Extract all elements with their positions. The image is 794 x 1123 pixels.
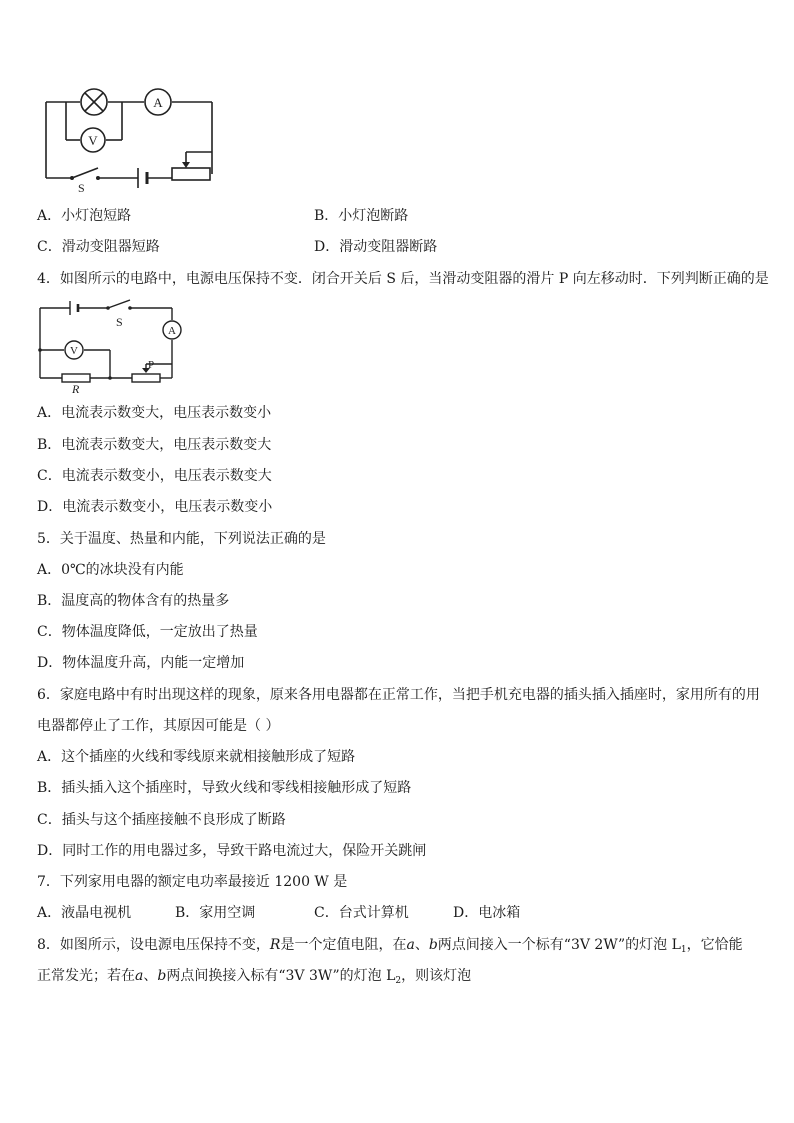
q8-l2-a: a [135,968,144,984]
ammeter-label: A [153,95,163,110]
q8-stem-line1 [37,935,743,955]
q4-voltmeter-label: V [70,345,78,357]
q8-stem-line2 [37,966,471,986]
q4-option-a[interactable]: A．电流表示数变大，电压表示数变小 [37,405,272,421]
q4-voltmeter-symbol [65,341,83,359]
q4-ammeter-symbol [163,321,181,339]
q8-l1-p3: 、 [414,937,429,953]
q6-option-a[interactable]: A．这个插座的火线和零线原来就相接触形成了短路 [37,749,356,765]
q8-l1-a: a [406,937,415,953]
voltmeter-label: V [88,133,98,148]
q8-l2-b: b [157,968,167,984]
bulb-symbol [81,89,107,115]
q5-option-b[interactable]: B．温度高的物体含有的热量多 [37,593,230,609]
q8-l2-p3: 两点间换接入标有“3V 3W”的灯泡 L [166,968,396,984]
q3-circuit-diagram [36,82,216,196]
q8-l2-p4: ，则该灯泡 [401,968,472,984]
q6-option-d[interactable]: D．同时工作的用电器过多，导致干路电流过大，保险开关跳闸 [37,843,427,859]
q8-l1-b: b [428,937,438,953]
q4-slider-label: P [148,359,155,371]
q4-option-b[interactable]: B．电流表示数变大，电压表示数变大 [37,437,272,453]
voltmeter-symbol [81,128,105,152]
q3-option-a[interactable]: A．小灯泡短路 [37,208,132,224]
q4-option-d[interactable]: D．电流表示数变小，电压表示数变小 [37,499,273,515]
q4-switch-label: S [116,315,123,329]
q8-l2-p1: 正常发光；若在 [37,968,135,984]
q8-l1-R: R [269,937,281,953]
q5-option-d[interactable]: D．物体温度升高，内能一定增加 [37,655,245,671]
q6-stem-line2: 电器都停止了工作，其原因可能是（ ） [37,718,280,734]
switch-label: S [78,181,85,195]
q8-l1-p2: 是一个定值电阻，在 [280,937,407,953]
q8-l1-p5: ，它恰能 [686,937,743,953]
ammeter-symbol [145,89,171,115]
q4-resistor-label: R [72,382,80,394]
q4-stem: 4．如图所示的电路中，电源电压保持不变．闭合开关后 S 后，当滑动变阻器的滑片 P 向左移动时．下列判断正确的是 [37,271,769,287]
q6-stem-line1: 6．家庭电路中有时出现这样的现象，原来各用电器都在正常工作，当把手机充电器的插头插入插座时，家用所有的用 [37,687,760,703]
q7-stem: 7．下列家用电器的额定电功率最接近 1200 W 是 [37,874,348,890]
q7-option-c[interactable]: C．台式计算机 [314,905,409,921]
q8-l2-sub: 2 [395,976,402,986]
q3-option-d[interactable]: D．滑动变阻器断路 [314,239,438,255]
q7-option-a[interactable]: A．液晶电视机 [37,905,132,921]
q4-ammeter-label: A [168,325,176,337]
q4-option-c[interactable]: C．电流表示数变小，电压表示数变大 [37,468,272,484]
q7-option-b[interactable]: B．家用空调 [175,905,256,921]
q8-l1-p1: 8．如图所示，设电源电压保持不变， [37,937,270,953]
q3-option-b[interactable]: B．小灯泡断路 [314,208,409,224]
q5-option-c[interactable]: C．物体温度降低，一定放出了热量 [37,624,258,640]
q8-l2-p2: 、 [143,968,158,984]
q6-option-c[interactable]: C．插头与这个插座接触不良形成了断路 [37,812,286,828]
q8-l1-p4: 两点间接入一个标有“3V 2W”的灯泡 L [437,937,681,953]
q3-option-c[interactable]: C．滑动变阻器短路 [37,239,160,255]
q7-option-d[interactable]: D．电冰箱 [453,905,521,921]
q6-option-b[interactable]: B．插头插入这个插座时，导致火线和零线相接触形成了短路 [37,780,412,796]
q8-l1-sub: 1 [680,945,687,955]
q5-option-a[interactable]: A．0℃的冰块没有内能 [37,562,184,578]
q4-circuit-diagram [36,296,186,394]
q5-stem: 5．关于温度、热量和内能，下列说法正确的是 [37,531,326,547]
